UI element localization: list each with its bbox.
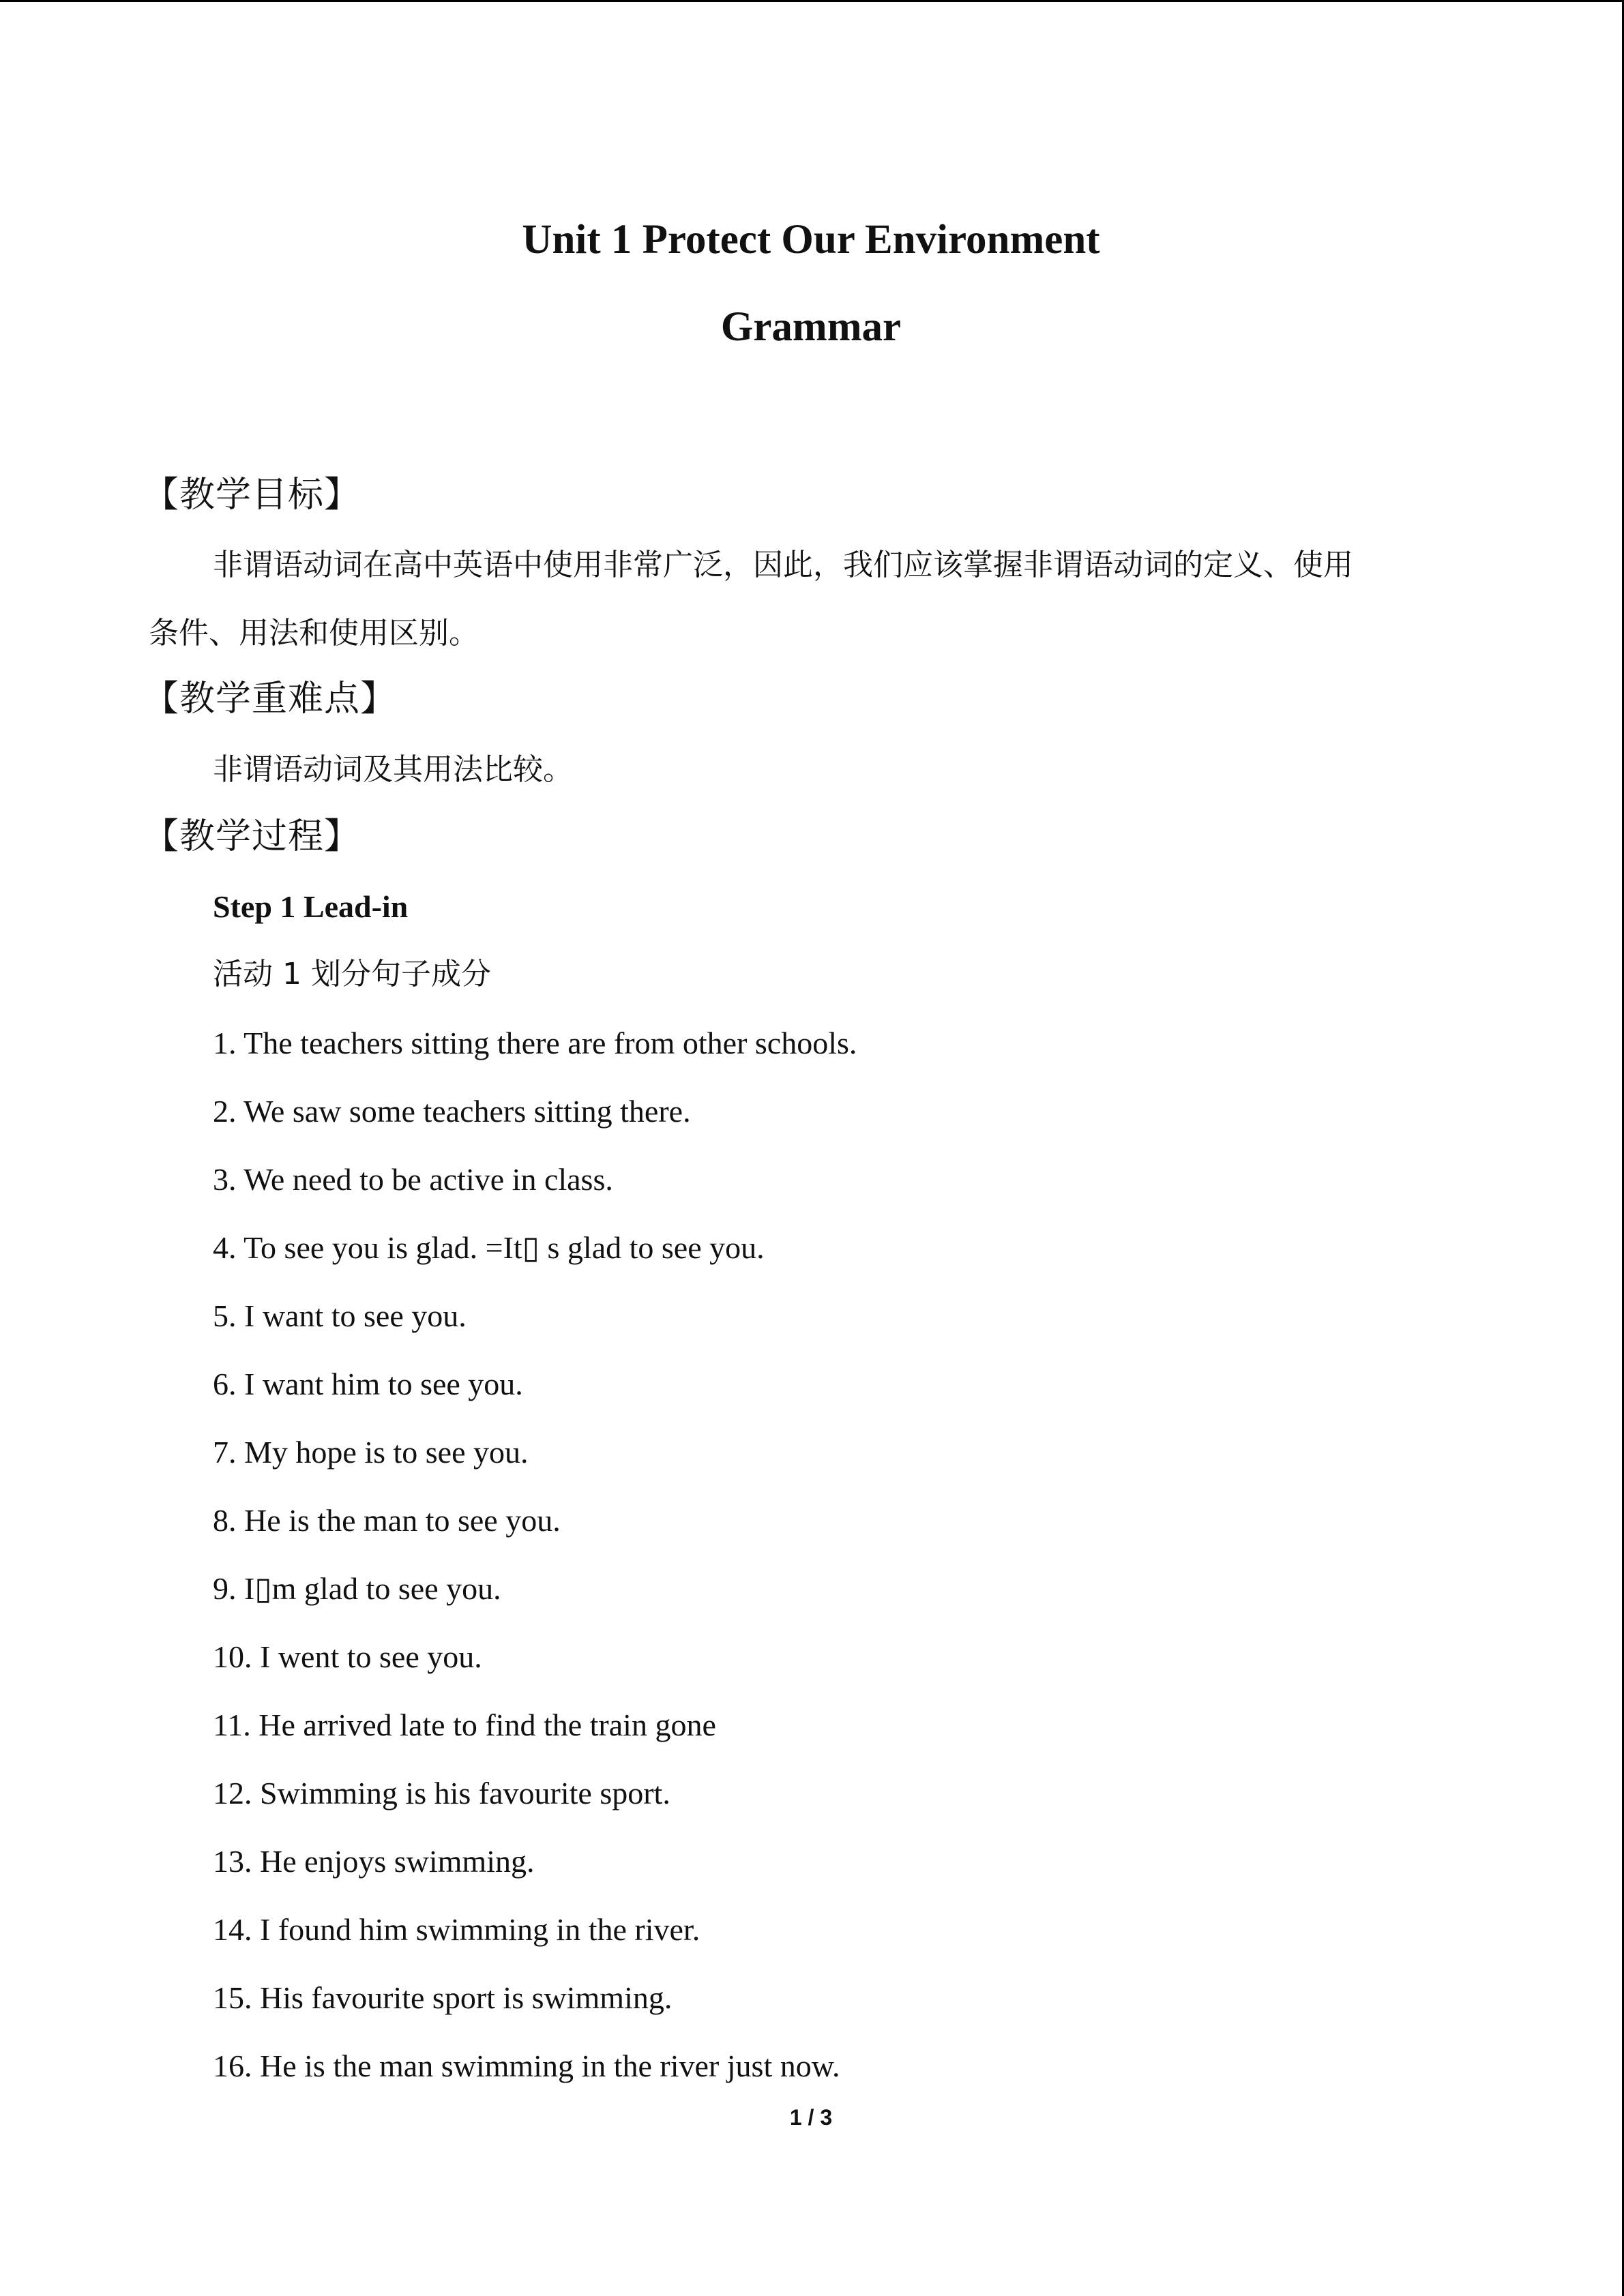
section-heading-objectives: 【教学目标】 [143,475,361,516]
sentence-item: 2. We saw some teachers sitting there. [213,1094,691,1129]
sentence-item: 5. I want to see you. [213,1298,467,1333]
objectives-text-line-1: 非谓语动词在高中英语中使用非常广泛，因此，我们应该掌握非谓语动词的定义、使用 [213,548,1353,582]
sentence-item: 1. The teachers sitting there are from other schools. [213,1026,857,1060]
sentence-item: 4. To see you is glad. =It▯ s glad to see you. [213,1230,765,1265]
sentence-item: 10. I went to see you. [213,1639,482,1674]
sentence-item: 9. I▯m glad to see you. [213,1571,501,1606]
sentence-item: 11. He arrived late to find the train gone [213,1708,716,1742]
objectives-text-line-2: 条件、用法和使用区别。 [149,616,479,651]
sentence-item: 14. I found him swimming in the river. [213,1912,700,1947]
document-title: Unit 1 Protect Our Environment [522,217,1100,263]
sentence-item: 7. My hope is to see you. [213,1435,529,1470]
key-points-text: 非谓语动词及其用法比较。 [213,752,573,787]
sentence-item: 15. His favourite sport is swimming. [213,1980,673,2015]
page-number: 1 / 3 [789,2105,833,2130]
sentence-item: 12. Swimming is his favourite sport. [213,1776,670,1810]
sentence-item: 3. We need to be active in class. [213,1162,613,1197]
sentence-item: 8. He is the man to see you. [213,1503,561,1538]
section-heading-process: 【教学过程】 [143,816,361,857]
sentence-item: 16. He is the man swimming in the river just now. [213,2048,840,2083]
section-heading-key-points: 【教学重难点】 [143,679,397,719]
activity-heading: 活动 1 划分句子成分 [213,957,491,992]
step-heading: Step 1 Lead-in [213,889,409,924]
sentence-item: 6. I want him to see you. [213,1367,523,1401]
document-subtitle: Grammar [720,304,902,350]
sentence-item: 13. He enjoys swimming. [213,1844,535,1879]
